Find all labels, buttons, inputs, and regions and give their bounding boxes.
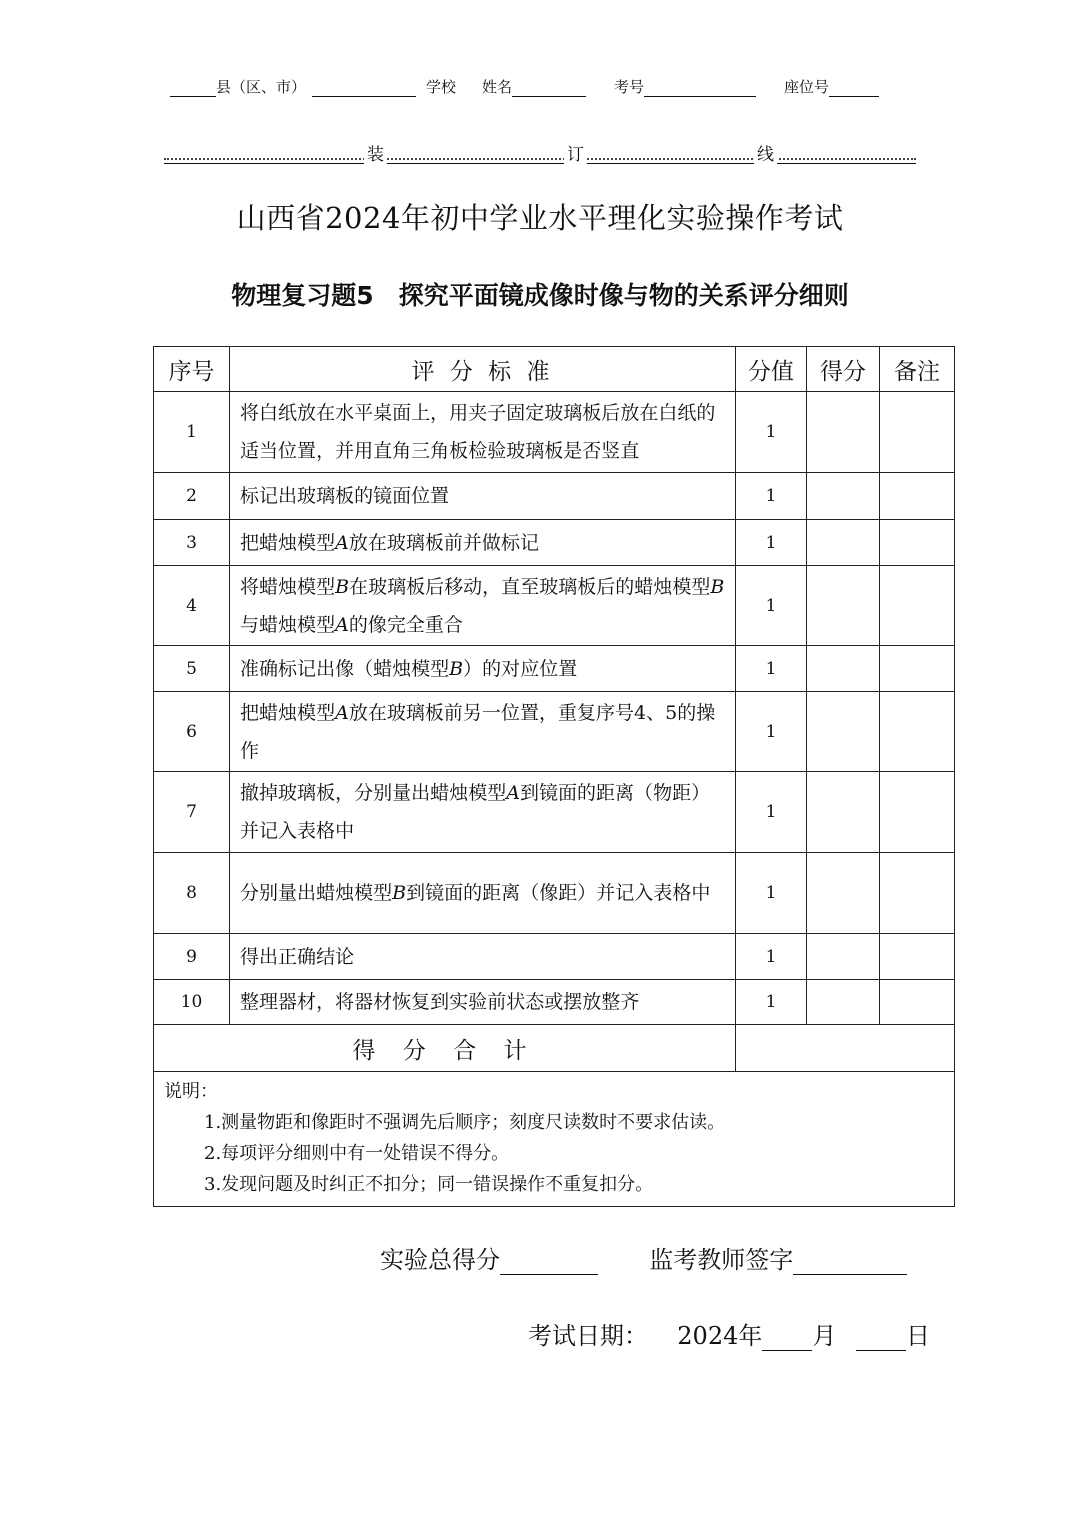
binding-char-1: 装 xyxy=(364,140,387,165)
row-criteria: 标记出玻璃板的镜面位置 xyxy=(230,473,736,520)
solid-rule xyxy=(164,163,916,164)
notes-title: 说明： xyxy=(164,1081,218,1102)
row-criteria: 把蜡烛模型A放在玻璃板前并做标记 xyxy=(230,520,736,566)
total-label: 得 分 合 计 xyxy=(154,1025,736,1072)
date-label: 考试日期： xyxy=(528,1322,648,1350)
row-no: 1 xyxy=(154,392,230,473)
row-criteria: 准确标记出像（蜡烛模型B）的对应位置 xyxy=(230,646,736,692)
page-title: 山西省2024年初中学业水平理化实验操作考试 xyxy=(236,201,844,235)
row-score-cell[interactable] xyxy=(807,692,880,772)
proctor-signature-blank[interactable] xyxy=(793,1252,907,1275)
seat-no-label: 座位号 xyxy=(784,78,830,96)
table-row xyxy=(154,980,955,1025)
header-no: 序号 xyxy=(154,347,230,392)
row-score-cell[interactable] xyxy=(807,392,880,473)
name-blank[interactable] xyxy=(512,80,586,97)
row-value: 1 xyxy=(736,392,807,473)
row-remark-cell[interactable] xyxy=(880,692,955,772)
table-row xyxy=(154,772,955,853)
name-label: 姓名 xyxy=(482,78,513,96)
row-criteria: 整理器材，将器材恢复到实验前状态或摆放整齐 xyxy=(230,980,736,1025)
county-label: 县（区、市） xyxy=(216,78,307,96)
name-field xyxy=(482,76,586,97)
row-no: 10 xyxy=(154,980,230,1025)
row-no: 9 xyxy=(154,934,230,980)
date-year: 2024年 xyxy=(677,1322,763,1350)
header-value: 分值 xyxy=(736,347,807,392)
notes-cell xyxy=(154,1072,955,1207)
table-row xyxy=(154,473,955,520)
row-remark-cell[interactable] xyxy=(880,853,955,934)
row-score-cell[interactable] xyxy=(807,934,880,980)
dotted-rule xyxy=(164,158,916,160)
school-label: 学校 xyxy=(426,78,457,96)
row-value: 1 xyxy=(736,934,807,980)
notes-row xyxy=(154,1072,955,1207)
row-value: 1 xyxy=(736,853,807,934)
date-day: 日 xyxy=(906,1322,930,1350)
table-row xyxy=(154,392,955,473)
row-no: 3 xyxy=(154,520,230,566)
total-score-label: 实验总得分 xyxy=(380,1246,500,1274)
table-row xyxy=(154,934,955,980)
exam-no-label: 考号 xyxy=(614,78,645,96)
row-value: 1 xyxy=(736,772,807,853)
exam-date-line xyxy=(528,1316,930,1351)
row-value: 1 xyxy=(736,566,807,646)
binding-char-3: 线 xyxy=(754,140,777,165)
signature-line xyxy=(380,1240,907,1275)
row-no: 8 xyxy=(154,853,230,934)
row-criteria: 将蜡烛模型B在玻璃板后移动，直至玻璃板后的蜡烛模型B与蜡烛模型A的像完全重合 xyxy=(230,566,736,646)
row-no: 2 xyxy=(154,473,230,520)
table-row xyxy=(154,853,955,934)
row-criteria: 撤掉玻璃板，分别量出蜡烛模型A到镜面的距离（物距）并记入表格中 xyxy=(230,772,736,853)
exam-no-field xyxy=(614,76,756,97)
header-score: 得分 xyxy=(807,347,880,392)
page-subtitle: 物理复习题5 探究平面镜成像时像与物的关系评分细则 xyxy=(231,281,849,310)
county-blank[interactable] xyxy=(170,80,216,97)
row-no: 4 xyxy=(154,566,230,646)
row-remark-cell[interactable] xyxy=(880,980,955,1025)
row-value: 1 xyxy=(736,520,807,566)
county-field xyxy=(170,76,416,97)
table-row xyxy=(154,646,955,692)
row-remark-cell[interactable] xyxy=(880,934,955,980)
row-criteria: 分别量出蜡烛模型B到镜面的距离（像距）并记入表格中 xyxy=(230,853,736,934)
row-value: 1 xyxy=(736,980,807,1025)
note-item: 1.测量物距和像距时不强调先后顺序；刻度尺读数时不要求估读。 xyxy=(204,1112,726,1133)
table-row xyxy=(154,566,955,646)
binding-char-2: 订 xyxy=(564,140,587,165)
header-criteria: 评 分 标 准 xyxy=(230,347,736,392)
total-row xyxy=(154,1025,955,1072)
scoring-table xyxy=(153,346,955,1207)
row-remark-cell[interactable] xyxy=(880,646,955,692)
row-score-cell[interactable] xyxy=(807,566,880,646)
row-remark-cell[interactable] xyxy=(880,772,955,853)
row-value: 1 xyxy=(736,646,807,692)
table-header-row xyxy=(154,347,955,392)
row-score-cell[interactable] xyxy=(807,853,880,934)
row-score-cell[interactable] xyxy=(807,646,880,692)
school-blank[interactable] xyxy=(312,80,416,97)
row-score-cell[interactable] xyxy=(807,772,880,853)
seat-no-field xyxy=(784,76,879,97)
table-row xyxy=(154,520,955,566)
exam-no-blank[interactable] xyxy=(644,80,756,97)
row-score-cell[interactable] xyxy=(807,980,880,1025)
total-score-cell[interactable] xyxy=(736,1025,955,1072)
row-score-cell[interactable] xyxy=(807,520,880,566)
header-remark: 备注 xyxy=(880,347,955,392)
row-remark-cell[interactable] xyxy=(880,566,955,646)
row-criteria: 将白纸放在水平桌面上，用夹子固定玻璃板后放在白纸的适当位置，并用直角三角板检验玻璃板是否竖直 xyxy=(230,392,736,473)
row-criteria: 得出正确结论 xyxy=(230,934,736,980)
binding-line xyxy=(164,140,916,166)
student-info-line xyxy=(170,76,910,100)
proctor-label: 监考教师签字 xyxy=(649,1246,794,1274)
row-no: 5 xyxy=(154,646,230,692)
row-value: 1 xyxy=(736,473,807,520)
total-score-blank[interactable] xyxy=(500,1252,598,1275)
row-no: 7 xyxy=(154,772,230,853)
note-item: 2.每项评分细则中有一处错误不得分。 xyxy=(204,1143,510,1164)
seat-no-blank[interactable] xyxy=(829,80,879,97)
row-remark-cell[interactable] xyxy=(880,520,955,566)
date-month: 月 xyxy=(812,1322,837,1350)
row-no: 6 xyxy=(154,692,230,772)
row-criteria: 把蜡烛模型A放在玻璃板前另一位置，重复序号4、5的操作 xyxy=(230,692,736,772)
row-score-cell[interactable] xyxy=(807,473,880,520)
day-blank[interactable] xyxy=(856,1328,906,1351)
row-remark-cell[interactable] xyxy=(880,473,955,520)
note-item: 3.发现问题及时纠正不扣分；同一错误操作不重复扣分。 xyxy=(204,1174,654,1195)
month-blank[interactable] xyxy=(762,1328,812,1351)
row-remark-cell[interactable] xyxy=(880,392,955,473)
row-value: 1 xyxy=(736,692,807,772)
table-row xyxy=(154,692,955,772)
